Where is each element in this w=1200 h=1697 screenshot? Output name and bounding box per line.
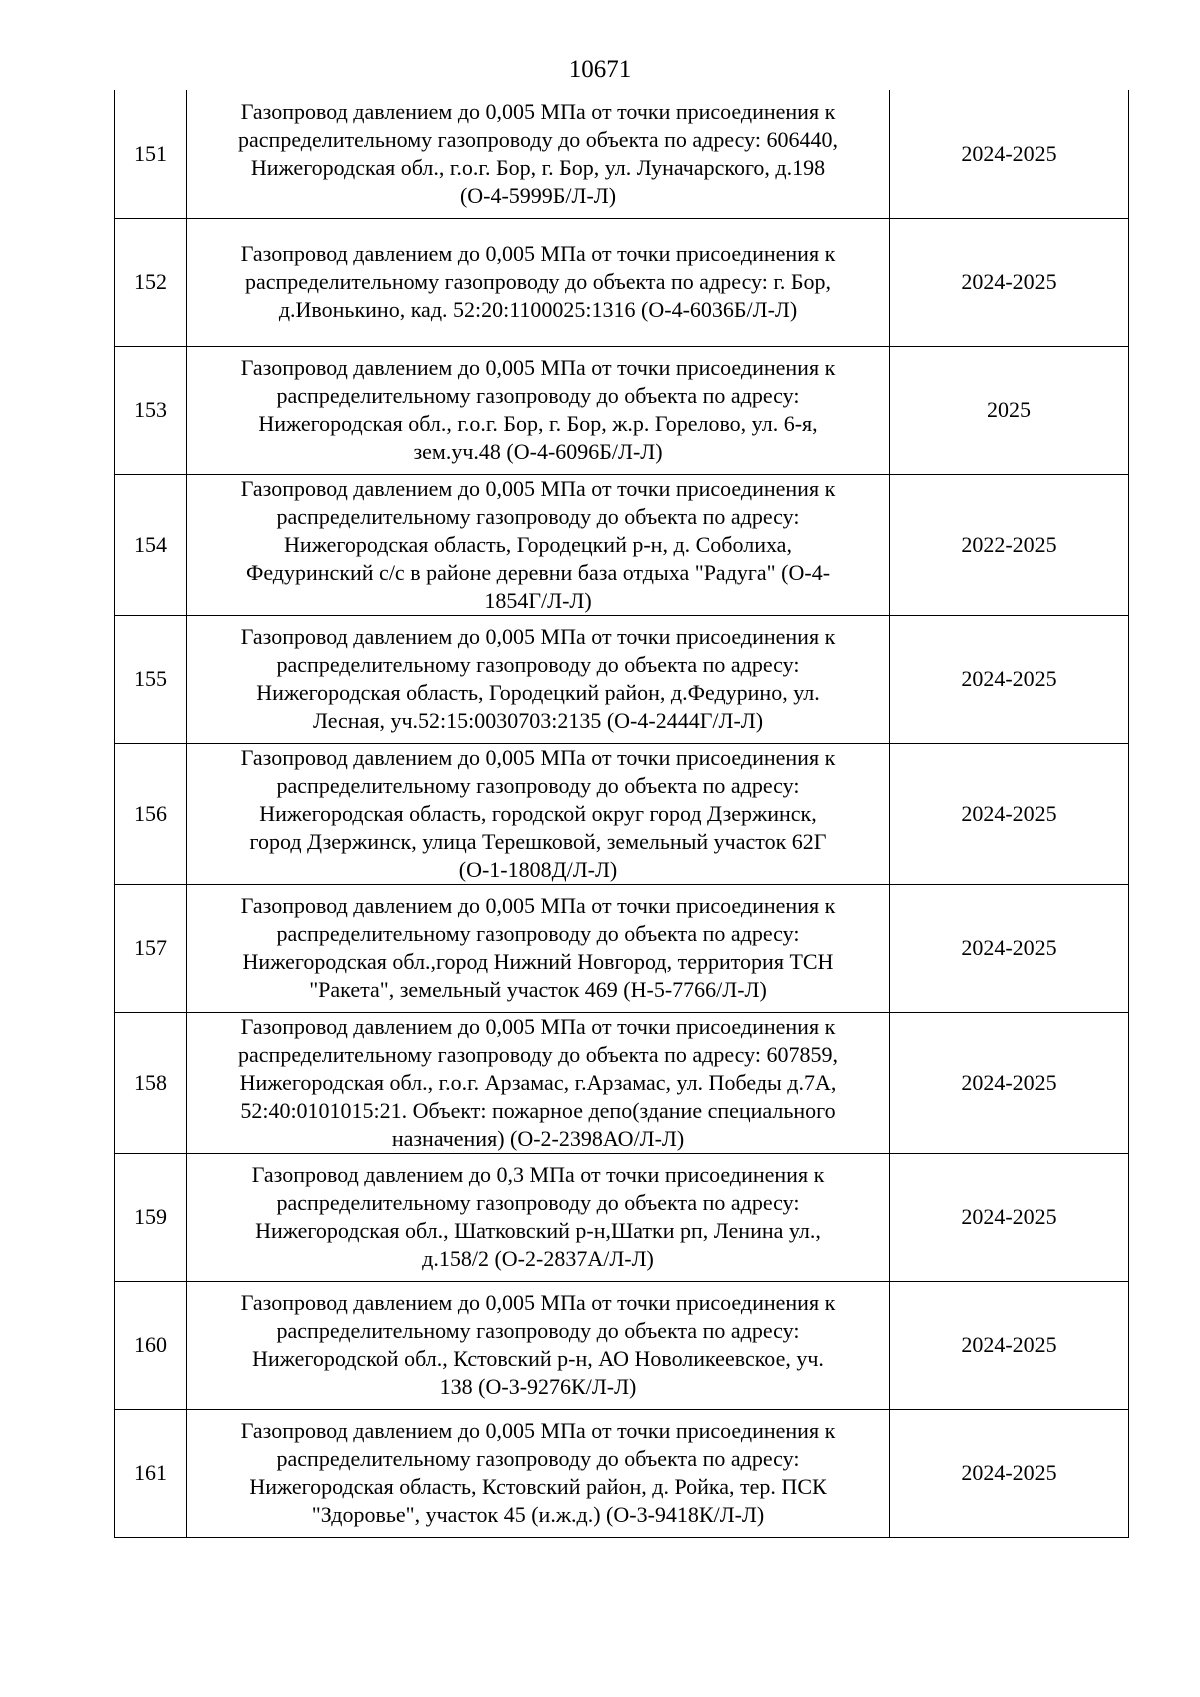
description-line: Нижегородская обл., г.о.г. Бор, г. Бор, ж.р. Горелово, ул. 6-я,	[258, 411, 818, 436]
object-description	[187, 1153, 890, 1281]
years-cell: 2025	[890, 346, 1129, 474]
description-line: распределительному газопроводу до объекта по адресу: 607859,	[238, 1041, 838, 1067]
description-line: распределительному газопроводу до объекта по адресу:	[276, 1190, 800, 1215]
description-line: д.158/2 (О-2-2837А/Л-Л)	[422, 1246, 654, 1271]
description-line: Нижегородская область, Городецкий район, д.Федурино, ул.	[256, 680, 820, 705]
years-cell: 2024-2025	[890, 884, 1129, 1012]
row-number: 158	[115, 1012, 187, 1153]
years-cell: 2024-2025	[890, 218, 1129, 346]
years-cell: 2024-2025	[890, 90, 1129, 218]
description-line: Лесная, уч.52:15:0030703:2135 (О-4-2444Г/Л-Л)	[312, 708, 764, 733]
row-number: 154	[115, 474, 187, 615]
description-line: Нижегородская область, Кстовский район, д. Ройка, тер. ПСК	[249, 1474, 827, 1499]
description-line: Газопровод давлением до 0,005 МПа от точки присоединения к	[240, 355, 836, 380]
page-number: 10671	[568, 56, 632, 83]
description-line: Газопровод давлением до 0,005 МПа от точки присоединения к	[240, 1013, 836, 1039]
description-line: Газопровод давлением до 0,005 МПа от точки присоединения к	[240, 624, 836, 649]
table-row	[115, 1012, 1129, 1153]
object-description	[187, 346, 890, 474]
row-number: 153	[115, 346, 187, 474]
description-line: Газопровод давлением до 0,3 МПа от точки присоединения к	[251, 1162, 825, 1187]
object-description	[187, 1281, 890, 1409]
years-cell: 2024-2025	[890, 1281, 1129, 1409]
description-line: распределительному газопроводу до объекта по адресу: г. Бор,	[244, 269, 832, 294]
description-line: распределительному газопроводу до объекта по адресу:	[276, 921, 800, 946]
objects-table	[114, 90, 1129, 1538]
row-number: 156	[115, 743, 187, 884]
row-number: 159	[115, 1153, 187, 1281]
description-line: Нижегородская обл., г.о.г. Бор, г. Бор, ул. Луначарского, д.198	[250, 154, 826, 180]
object-description	[187, 474, 890, 615]
description-line: (О-4-5999Б/Л-Л)	[459, 182, 617, 208]
object-description	[187, 1012, 890, 1153]
object-description	[187, 743, 890, 884]
years-cell: 2022-2025	[890, 474, 1129, 615]
object-description	[187, 884, 890, 1012]
description-line: распределительному газопроводу до объекта по адресу:	[276, 1318, 800, 1343]
description-line: Газопровод давлением до 0,005 МПа от точки присоединения к	[240, 744, 836, 770]
row-number: 161	[115, 1409, 187, 1537]
description-line: "Ракета", земельный участок 469 (Н-5-7766/Л-Л)	[309, 977, 767, 1002]
object-description	[187, 615, 890, 743]
description-line: д.Ивонькино, кад. 52:20:1100025:1316 (О-4-6036Б/Л-Л)	[278, 297, 798, 322]
description-line: зем.уч.48 (О-4-6096Б/Л-Л)	[413, 439, 663, 464]
description-line: распределительному газопроводу до объекта по адресу:	[276, 1446, 800, 1471]
table-row	[115, 474, 1129, 615]
table-row	[115, 218, 1129, 346]
description-line: назначения) (О-2-2398АО/Л-Л)	[391, 1125, 685, 1151]
description-line: Газопровод давлением до 0,005 МПа от точки присоединения к	[240, 241, 836, 266]
table-row	[115, 743, 1129, 884]
description-line: распределительному газопроводу до объекта по адресу: 606440,	[238, 126, 838, 152]
description-line: распределительному газопроводу до объекта по адресу:	[276, 772, 800, 798]
description-line: Газопровод давлением до 0,005 МПа от точки присоединения к	[240, 1290, 836, 1315]
description-line: Газопровод давлением до 0,005 МПа от точки присоединения к	[240, 98, 836, 124]
description-line: распределительному газопроводу до объекта по адресу:	[276, 503, 800, 529]
years-cell: 2024-2025	[890, 743, 1129, 884]
table-row	[115, 1153, 1129, 1281]
description-line: 52:40:0101015:21. Объект: пожарное депо(здание специального	[240, 1097, 836, 1123]
description-line: "Здоровье", участок 45 (и.ж.д.) (О-3-9418К/Л-Л)	[311, 1502, 765, 1527]
row-number: 155	[115, 615, 187, 743]
row-number: 152	[115, 218, 187, 346]
table-row	[115, 884, 1129, 1012]
description-line: город Дзержинск, улица Терешковой, земельный участок 62Г	[249, 828, 827, 854]
object-description	[187, 90, 890, 218]
table-row	[115, 346, 1129, 474]
table-row	[115, 615, 1129, 743]
description-line: Газопровод давлением до 0,005 МПа от точки присоединения к	[240, 893, 836, 918]
description-line: Нижегородская обл., Шатковский р-н,Шатки рп, Ленина ул.,	[255, 1218, 821, 1243]
description-line: Нижегородская область, Городецкий р-н, д. Соболиха,	[284, 531, 792, 557]
description-line: (О-1-1808Д/Л-Л)	[458, 856, 618, 882]
row-number: 151	[115, 90, 187, 218]
object-description	[187, 218, 890, 346]
description-line: Федуринский с/с в районе деревни база отдыха "Радуга" (О-4-	[245, 559, 831, 585]
description-line: Нижегородская обл.,город Нижний Новгород, территория ТСН	[242, 949, 834, 974]
table-row	[115, 1281, 1129, 1409]
description-line: Нижегородская область, городской округ город Дзержинск,	[259, 800, 817, 826]
description-line: 138 (О-3-9276К/Л-Л)	[439, 1374, 637, 1399]
table-row	[115, 90, 1129, 218]
description-line: распределительному газопроводу до объекта по адресу:	[276, 383, 800, 408]
years-cell: 2024-2025	[890, 1012, 1129, 1153]
object-description	[187, 1409, 890, 1537]
description-line: Газопровод давлением до 0,005 МПа от точки присоединения к	[240, 475, 836, 501]
description-line: 1854Г/Л-Л)	[484, 587, 592, 613]
description-line: Нижегородской обл., Кстовский р-н, АО Новоликеевское, уч.	[252, 1346, 824, 1371]
row-number: 160	[115, 1281, 187, 1409]
table-row	[115, 1409, 1129, 1537]
description-line: Нижегородская обл., г.о.г. Арзамас, г.Арзамас, ул. Победы д.7А,	[239, 1069, 837, 1095]
description-line: Газопровод давлением до 0,005 МПа от точки присоединения к	[240, 1418, 836, 1443]
row-number: 157	[115, 884, 187, 1012]
years-cell: 2024-2025	[890, 615, 1129, 743]
description-line: распределительному газопроводу до объекта по адресу:	[276, 652, 800, 677]
years-cell: 2024-2025	[890, 1409, 1129, 1537]
years-cell: 2024-2025	[890, 1153, 1129, 1281]
